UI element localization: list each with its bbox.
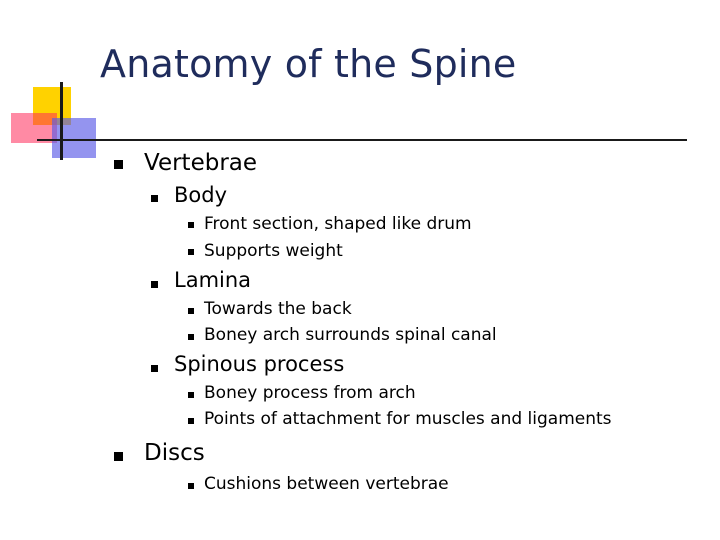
- decor-vertical-line: [60, 82, 63, 160]
- level1-item-discs: Discs: [144, 440, 205, 466]
- level3-item: Boney arch surrounds spinal canal: [204, 325, 497, 345]
- level2-item-lamina: Lamina: [174, 268, 252, 292]
- level2-item-body: Body: [174, 183, 228, 207]
- level3-item: Supports weight: [204, 241, 343, 261]
- title-underline: [37, 139, 687, 141]
- level3-item: Towards the back: [204, 299, 352, 319]
- bullet-square-icon: [188, 334, 194, 340]
- bullet-square-icon: [188, 483, 194, 489]
- bullet-square-icon: [114, 160, 123, 169]
- bullet-square-icon: [151, 281, 158, 288]
- slide-title: Anatomy of the Spine: [100, 42, 517, 86]
- bullet-square-icon: [188, 392, 194, 398]
- bullet-square-icon: [151, 365, 158, 372]
- decor-blue-square: [52, 118, 96, 158]
- level3-item: Points of attachment for muscles and ligaments: [204, 409, 612, 429]
- bullet-square-icon: [114, 452, 123, 461]
- level3-item: Cushions between vertebrae: [204, 474, 449, 494]
- bullet-square-icon: [188, 418, 194, 424]
- bullet-square-icon: [188, 249, 194, 255]
- bullet-square-icon: [188, 308, 194, 314]
- level3-item: Boney process from arch: [204, 383, 416, 403]
- level2-item-spinous-process: Spinous process: [174, 352, 345, 376]
- level1-item-vertebrae: Vertebrae: [144, 150, 258, 176]
- bullet-square-icon: [151, 195, 158, 202]
- bullet-square-icon: [188, 222, 194, 228]
- level3-item: Front section, shaped like drum: [204, 214, 472, 234]
